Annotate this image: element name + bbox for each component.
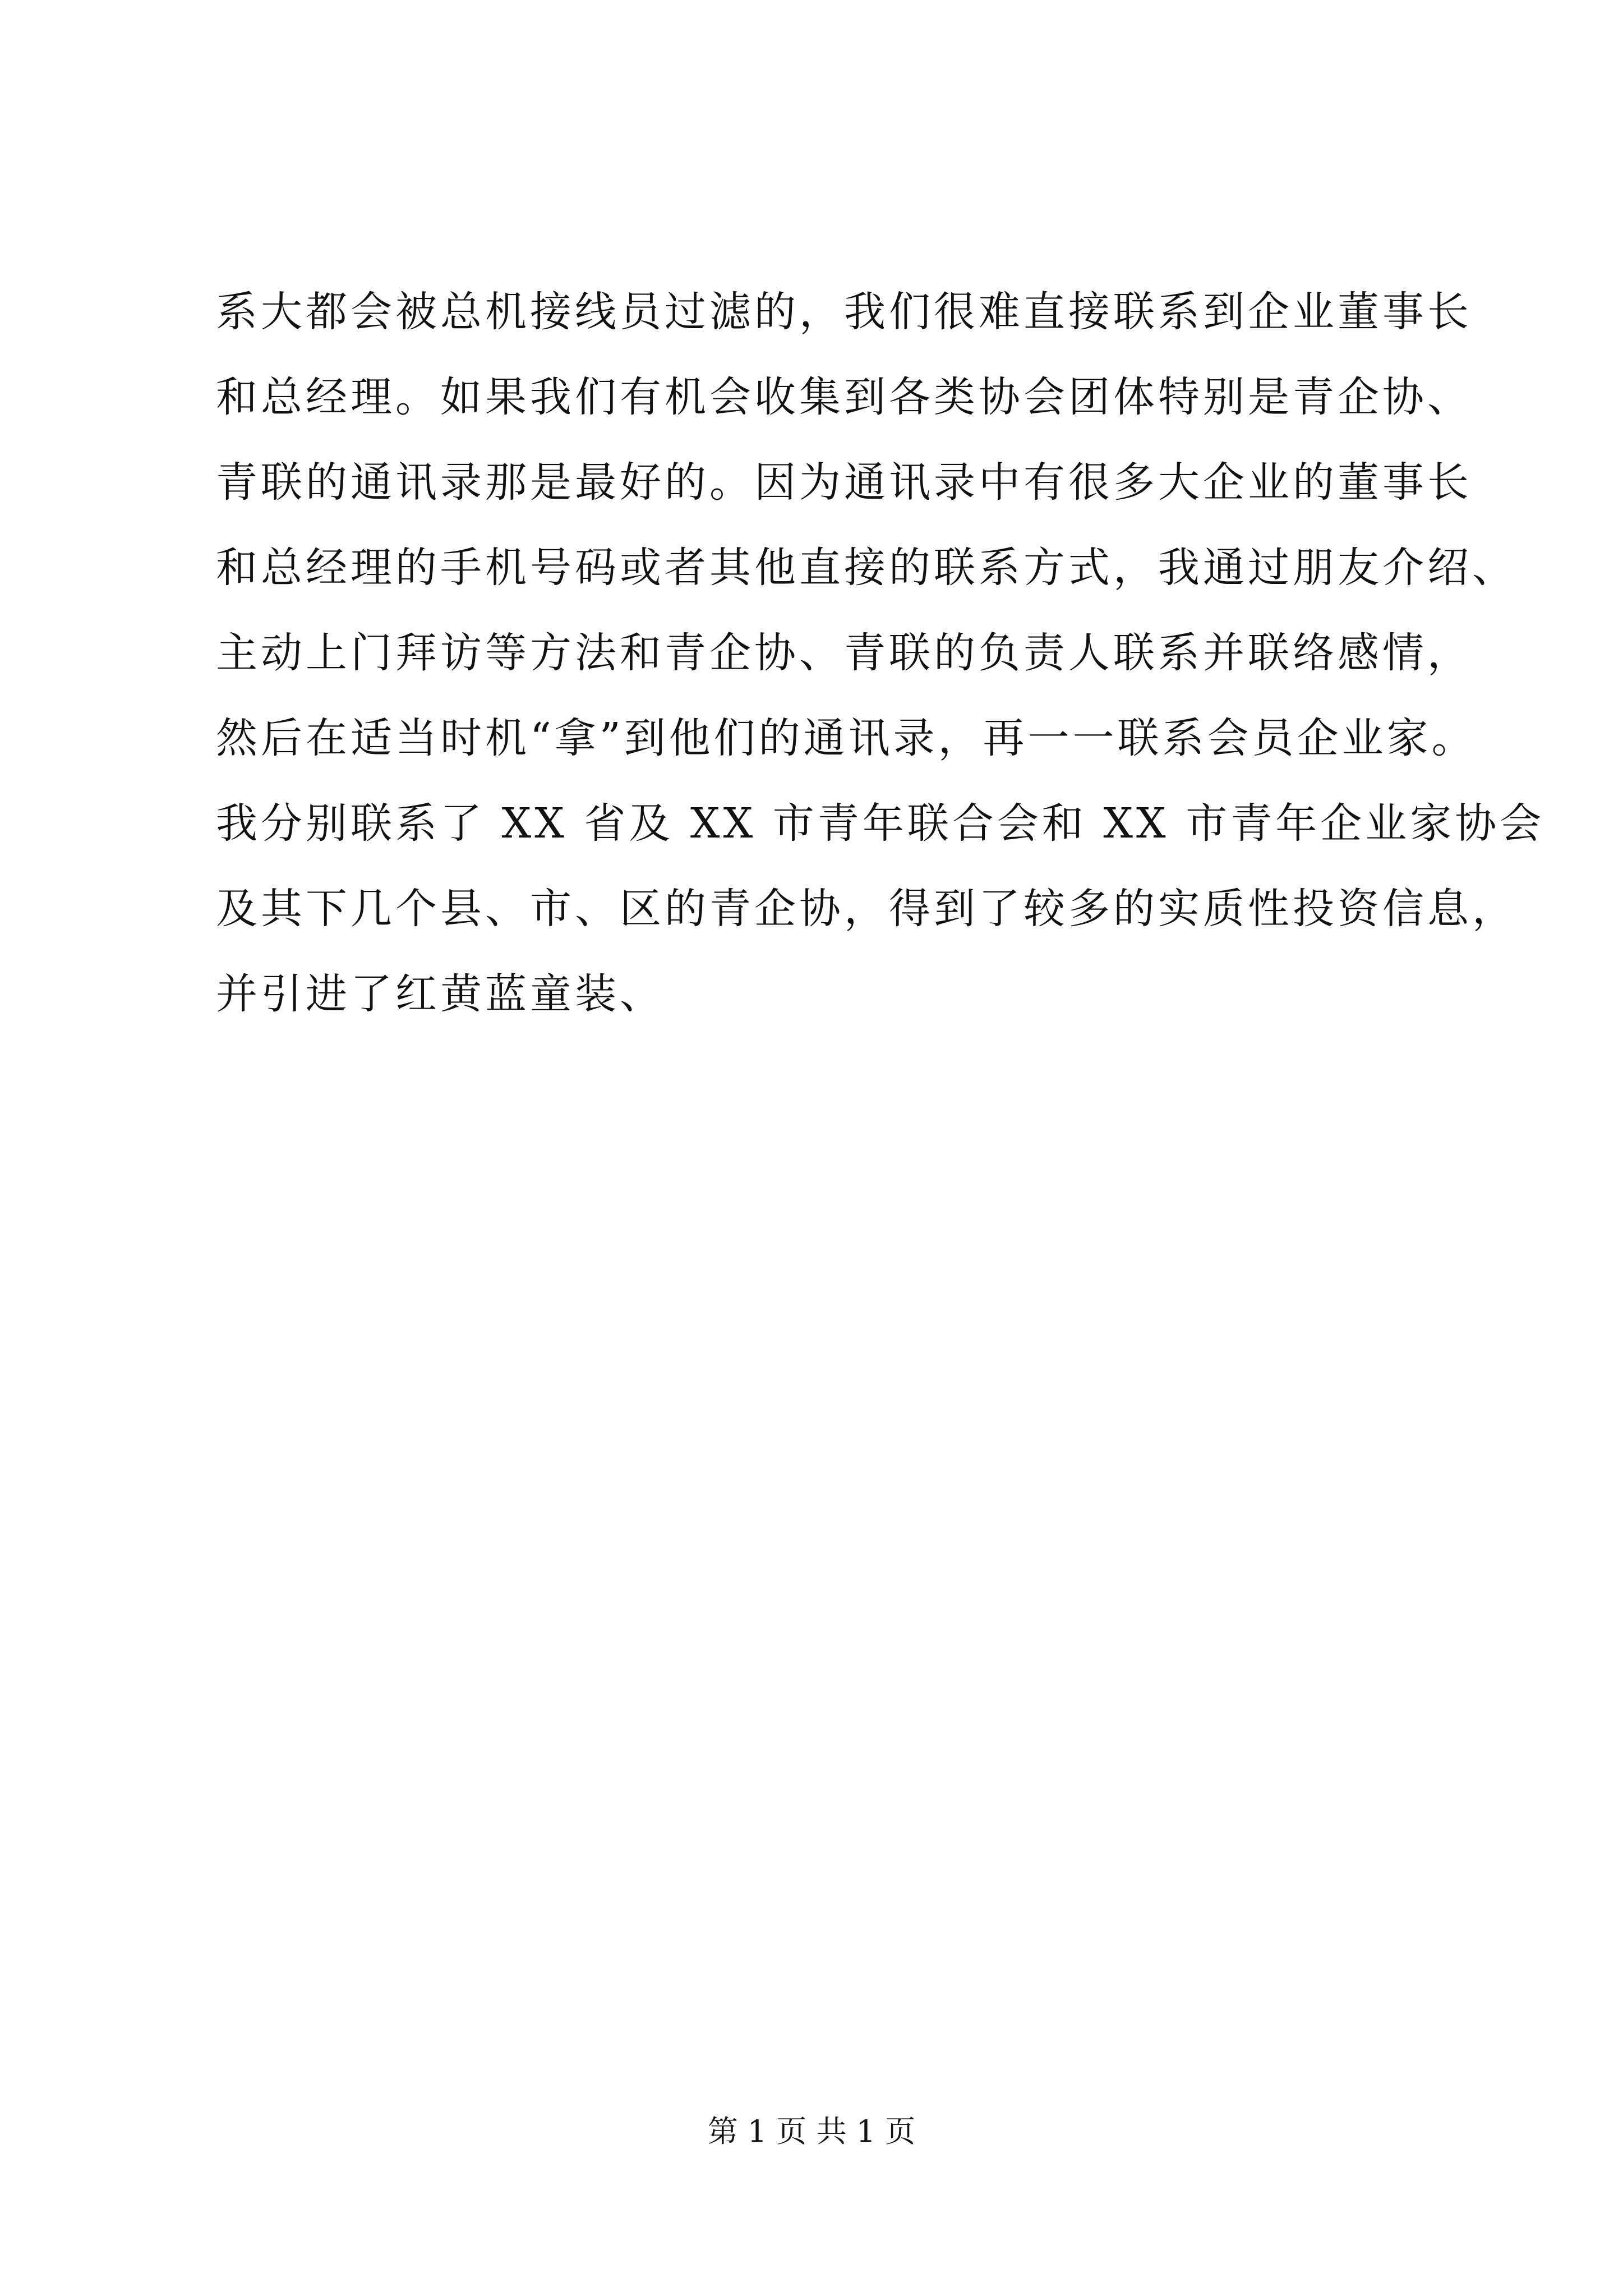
page-footer xyxy=(0,2109,1623,2154)
page-number: 第 1 页 共 1 页 xyxy=(707,2114,916,2149)
text-line: 青联的通讯录那是最好的。因为通讯录中有很多大企业的董事长 xyxy=(216,458,1472,507)
body-text xyxy=(216,269,1545,1037)
text-line: 我分别联系了 XX 省及 XX 市青年联合会和 XX 市青年企业家协会 xyxy=(216,799,1545,848)
text-line: 并引进了红黄蓝童装、 xyxy=(216,970,665,1018)
text-line: 和总经理。如果我们有机会收集到各类协会团体特别是青企协、 xyxy=(216,373,1472,421)
text-line: 系大都会被总机接线员过滤的，我们很难直接联系到企业董事长 xyxy=(216,288,1472,336)
text-line: 然后在适当时机“拿”到他们的通讯录，再一一联系会员企业家。 xyxy=(216,714,1477,762)
text-line: 和总经理的手机号码或者其他直接的联系方式，我通过朋友介绍、 xyxy=(216,544,1517,592)
text-line: 及其下几个县、市、区的青企协，得到了较多的实质性投资信息， xyxy=(216,885,1517,933)
text-line: 主动上门拜访等方法和青企协、青联的负责人联系并联络感情， xyxy=(216,629,1472,677)
